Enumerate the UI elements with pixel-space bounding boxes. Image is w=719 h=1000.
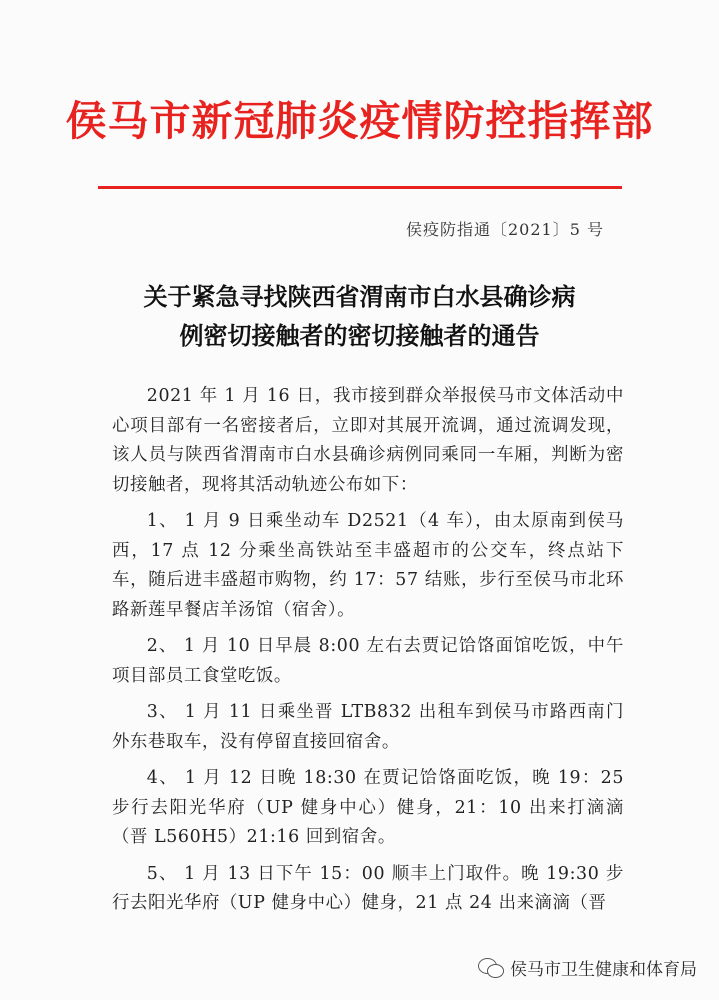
wechat-account-watermark[interactable] (478, 955, 697, 980)
body-paragraph-item-4: 4、 1 月 12 日晚 18:30 在贾记饸饹面吃饭，晚 19：25 步行去阳光华府（UP 健身中心）健身，21：10 出来打滴滴（晋 L560H5）21:16 回到宿舍。 (112, 768, 624, 847)
body-paragraph-item-5: 5、 1 月 13 日下午 15：00 顺丰上门取件。晚 19:30 步行去阳光华府（UP 健身中心）健身，21 点 24 出来滴滴（晋 (112, 863, 624, 913)
notice-title-line-2: 例密切接触者的密切接触者的通告 (179, 322, 540, 350)
notice-body (112, 382, 624, 926)
notice-title-line-1: 关于紧急寻找陕西省渭南市白水县确诊病 (143, 283, 576, 311)
account-name: 侯马市卫生健康和体育局 (510, 960, 697, 980)
issuer-header-title: 侯马市新冠肺炎疫情防控指挥部 (65, 97, 654, 145)
red-header-rule (98, 186, 622, 189)
body-paragraph-intro: 2021 年 1 月 16 日，我市接到群众举报侯马市文体活动中心项目部有一名密接者后，立即对其展开流调，通过流调发现，该人员与陕西省渭南市白水县确诊病例同乘同一车厢，判断为密切接触者，现将其活动轨迹公布如下： (112, 386, 624, 495)
body-paragraph-item-2: 2、 1 月 10 日早晨 8:00 左右去贾记饸饹面馆吃饭，中午项目部员工食堂吃饭。 (112, 636, 624, 686)
wechat-icon (478, 958, 504, 978)
body-paragraph-item-3: 3、 1 月 11 日乘坐晋 LTB832 出租车到侯马市路西南门外东巷取车，没有停留直接回宿舍。 (112, 702, 624, 752)
document-number: 侯疫防指通〔2021〕5 号 (406, 220, 604, 239)
notice-title (0, 278, 719, 356)
body-paragraph-item-1: 1、 1 月 9 日乘坐动车 D2521（4 车），由太原南到侯马西，17 点 12 分乘坐高铁站至丰盛超市的公交车，终点站下车，随后进丰盛超市购物，约 17：57 结账，步行至侯马市北环路新莲早餐店羊汤馆（宿舍）。 (112, 511, 624, 620)
